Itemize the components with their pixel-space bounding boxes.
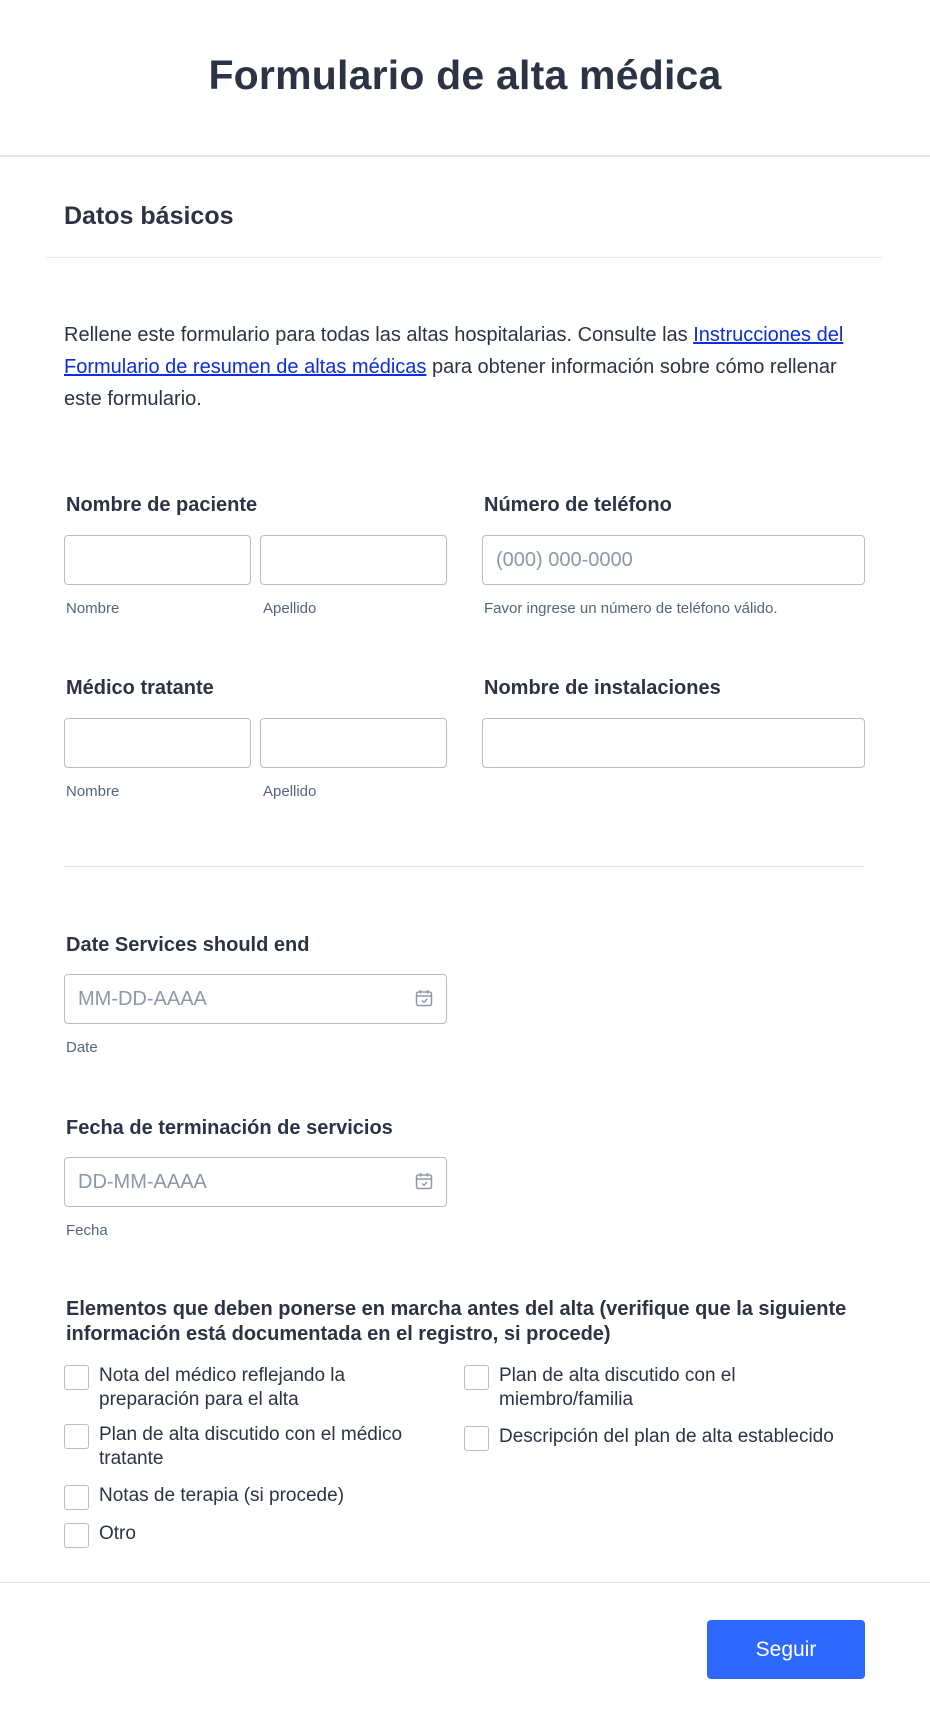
date-services-end-label: Date Services should end	[66, 934, 310, 956]
phone-sublabel: Favor ingrese un número de teléfono válido.	[484, 600, 778, 617]
fecha-terminacion-sublabel: Fecha	[66, 1222, 108, 1239]
checklist-option-label: Plan de alta discutido con el médico tratante	[99, 1424, 403, 1469]
date-services-end-field	[64, 974, 447, 1024]
checkbox[interactable]	[64, 1485, 89, 1510]
footer-divider	[0, 1582, 930, 1583]
header-divider	[0, 155, 930, 157]
checkbox[interactable]	[464, 1365, 489, 1390]
facility-label: Nombre de instalaciones	[484, 677, 721, 699]
physician-label: Médico tratante	[66, 677, 214, 699]
phone-input[interactable]	[482, 535, 865, 585]
checklist-option-label: Descripción del plan de alta establecido	[499, 1426, 834, 1447]
physician-last-name-sublabel: Apellido	[263, 783, 317, 800]
physician-first-name-input[interactable]	[64, 718, 251, 768]
checkbox[interactable]	[464, 1426, 489, 1451]
patient-first-name-sublabel: Nombre	[66, 600, 120, 617]
checkbox[interactable]	[64, 1523, 89, 1548]
checklist-option[interactable]	[64, 1522, 424, 1548]
section-title: Datos básicos	[64, 202, 234, 230]
date-services-end-input[interactable]	[64, 974, 447, 1024]
checklist-option-label: Otro	[99, 1523, 136, 1544]
calendar-icon[interactable]	[415, 989, 433, 1007]
fecha-terminacion-label: Fecha de terminación de servicios	[66, 1117, 393, 1139]
fecha-terminacion-input[interactable]	[64, 1157, 447, 1207]
form-title: Formulario de alta médica	[208, 52, 722, 98]
physician-last-name-input[interactable]	[260, 718, 447, 768]
checklist-option[interactable]	[64, 1484, 424, 1510]
fecha-terminacion-field	[64, 1157, 447, 1207]
patient-last-name-sublabel: Apellido	[263, 600, 317, 617]
checkbox[interactable]	[64, 1365, 89, 1390]
checklist-option[interactable]	[64, 1364, 394, 1412]
checklist-option-label: Nota del médico reflejando la preparación para el alta	[99, 1365, 346, 1410]
checklist-option[interactable]	[64, 1423, 424, 1471]
date-services-end-sublabel: Date	[66, 1039, 98, 1056]
intro-paragraph	[64, 319, 864, 415]
checklist-option[interactable]	[464, 1364, 824, 1412]
phone-label: Número de teléfono	[484, 494, 672, 516]
checklist-option-label: Notas de terapia (si procede)	[99, 1485, 345, 1506]
instructions-link[interactable]: Instrucciones del Formulario de resumen de altas médicas	[64, 324, 844, 378]
intro-suffix: para obtener información sobre cómo rellenar este formulario.	[64, 356, 837, 410]
patient-name-label: Nombre de paciente	[66, 494, 258, 516]
checklist-option-label: Plan de alta discutido con el miembro/familia	[499, 1365, 736, 1410]
patient-first-name-input[interactable]	[64, 535, 251, 585]
intro-prefix: Rellene este formulario para todas las altas hospitalarias. Consulte las	[64, 324, 694, 346]
calendar-icon[interactable]	[415, 1172, 433, 1190]
patient-last-name-input[interactable]	[260, 535, 447, 585]
facility-input[interactable]	[482, 718, 865, 768]
checklist-label: Elementos que deben ponerse en marcha antes del alta (verifique que la siguiente información está documentada en el registro, si procede)	[66, 1298, 847, 1345]
submit-button[interactable]: Seguir	[707, 1620, 865, 1679]
checkbox[interactable]	[64, 1424, 89, 1449]
physician-first-name-sublabel: Nombre	[66, 783, 120, 800]
section-divider	[46, 257, 882, 258]
checklist-option[interactable]	[464, 1425, 874, 1451]
form-divider	[64, 866, 865, 867]
